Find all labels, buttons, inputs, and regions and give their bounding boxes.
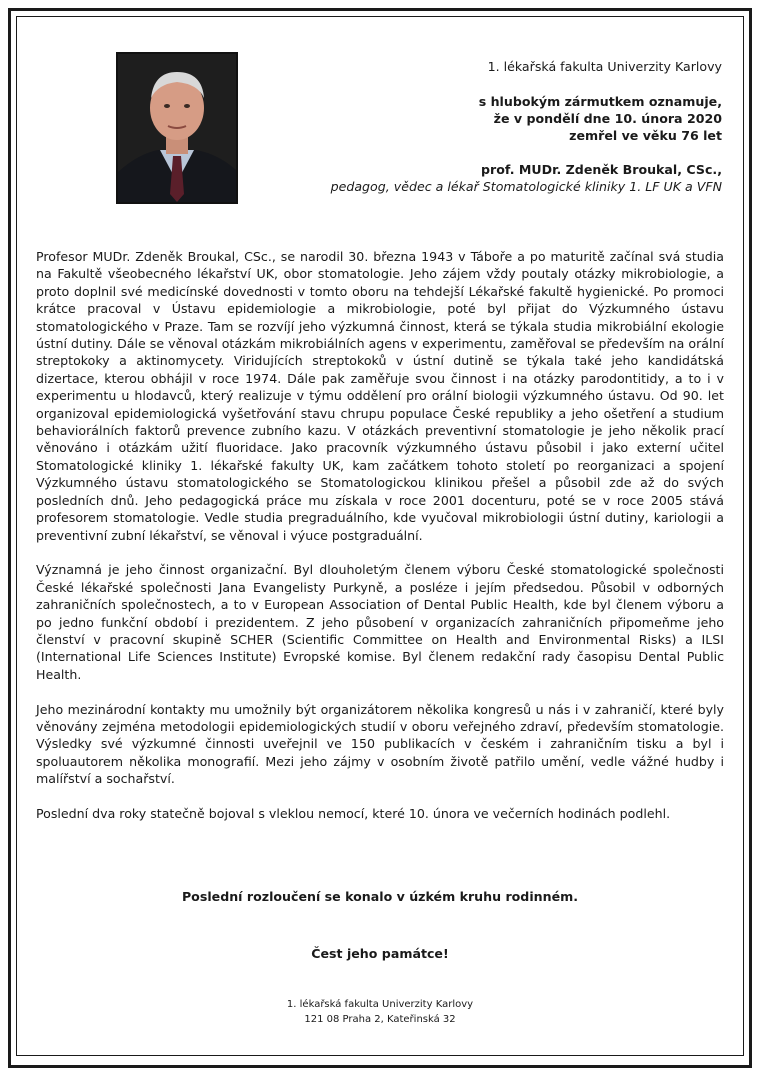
announcement-line-3: zemřel ve věku 76 let: [569, 128, 722, 143]
farewell-note: Poslední rozloučení se konalo v úzkém kruhu rodinném.: [181, 889, 579, 904]
announcement-line-1: s hlubokým zármutkem oznamuje,: [478, 94, 722, 109]
obituary-body: [36, 248, 724, 840]
footer-address: [0, 997, 760, 1027]
institution-name: 1. lékařská fakulta Univerzity Karlovy: [487, 59, 722, 74]
footer-street: 121 08 Praha 2, Kateřinská 32: [304, 1014, 456, 1025]
portrait-photo: [116, 52, 238, 204]
announcement-line-2: že v pondělí dne 10. února 2020: [493, 111, 722, 126]
deceased-name: prof. MUDr. Zdeněk Broukal, CSc.,: [481, 162, 722, 177]
deceased-role: pedagog, vědec a lékař Stomatologické kliniky 1. LF UK a VFN: [330, 179, 722, 194]
announcement-header: [282, 58, 722, 195]
paragraph-organization: Významná je jeho činnost organizační. Byl dlouholetým členem výboru České stomatologické společnosti České lékařské společnosti Jana Evangelisty Purkyně, a posléze i jejím předsedou. Působil v odborných zahraničních společnostech, a to v European Association of Dental Public Health, kde byl členem výboru a po jedno funkční období i prezidentem. Z jeho působení v organizacích zahraničních připomeňme jeho členství v pracovní skupině SCHER (Scientific Committee on Health and Environmental Risks) a ILSI (International Life Sciences Institute) Evropské komise. Byl členem redakční rady časopisu Dental Public Health.: [36, 562, 724, 682]
paragraph-international: Jeho mezinárodní kontakty mu umožnily být organizátorem několika kongresů u nás i v zahraničí, které byly věnovány zejména metodologii epidemiologických studií v oboru veřejného zdraví, především stomatologie. Výsledky své výzkumné činnosti uveřejnil ve 150 publikacích v českém i zahraničním tisku a byl i spoluautorem několika monografií. Mezi jeho zájmy v osobním životě patřilo umění, vedle vážné hudby i malířství a sochařství.: [36, 701, 724, 787]
paragraph-final: Poslední dva roky statečně bojoval s vleklou nemocí, které 10. února ve večerních hodinách podlehl.: [36, 805, 671, 821]
paragraph-biography: Profesor MUDr. Zdeněk Broukal, CSc., se narodil 30. března 1943 v Táboře a po maturitě začínal svá studia na Fakultě všeobecného lékařství UK, obor stomatologie. Jeho zájem vždy poutaly otázky mikrobiologie, a proto doplnil své medicínské dovednosti v tomto oboru na tehdejší Lékařské fakultě hygienické. Po promoci krátce pracoval v Ústavu epidemiologie a mikrobiologie, poté byl přijat do Výzkumného ústavu stomatologického v Praze. Tam se rozvíjí jeho výzkumná činnost, která se týkala studia mikrobiální ekologie ústní dutiny. Dále se věnoval otázkám mikrobiálních agens v experimentu, zaměřoval se především na orální streptokoky a aktinomycety. Viridujících streptokoků v ústní dutině se týkala také jeho kandidátská dizertace, kterou obhájil v roce 1974. Dále pak zaměřuje svou činnost i na otázky parodontitidy, a to i v experimentu u hlodavců, který realizuje v týmu oddělení pro orální biologii výzkumného ústavu. Od 90. let organizoval epidemiologická vyšetřování stavu chrupu populace České republiky a jeho ošetření a studium behaviorálních faktorů prevence zubního kazu. V otázkách preventivní stomatologie je jeho několik prací věnováno i otázkám užití fluoridace. Jako pracovník výzkumného ústavu působil i jako externí učitel Stomatologické kliniky 1. lékařské fakulty UK, kam začátkem tohoto století po reorganizaci a spojení Výzkumného ústavu stomatologického se Stomatologickou klinikou přešel a působil zde až do svých posledních dnů. Jeho pedagogická práce mu získala v roce 2001 docenturu, poté se v roce 2005 stává profesorem stomatologie. Vedle studia pregraduálního, kde vyučoval mikrobiologii ústní dutiny, kariologii a preventivní zubní lékařství, se věnoval i výuce postgraduální.: [36, 249, 724, 543]
footer-institution: 1. lékařská fakulta Univerzity Karlovy: [286, 999, 474, 1010]
honor-note: Čest jeho památce!: [311, 946, 449, 961]
